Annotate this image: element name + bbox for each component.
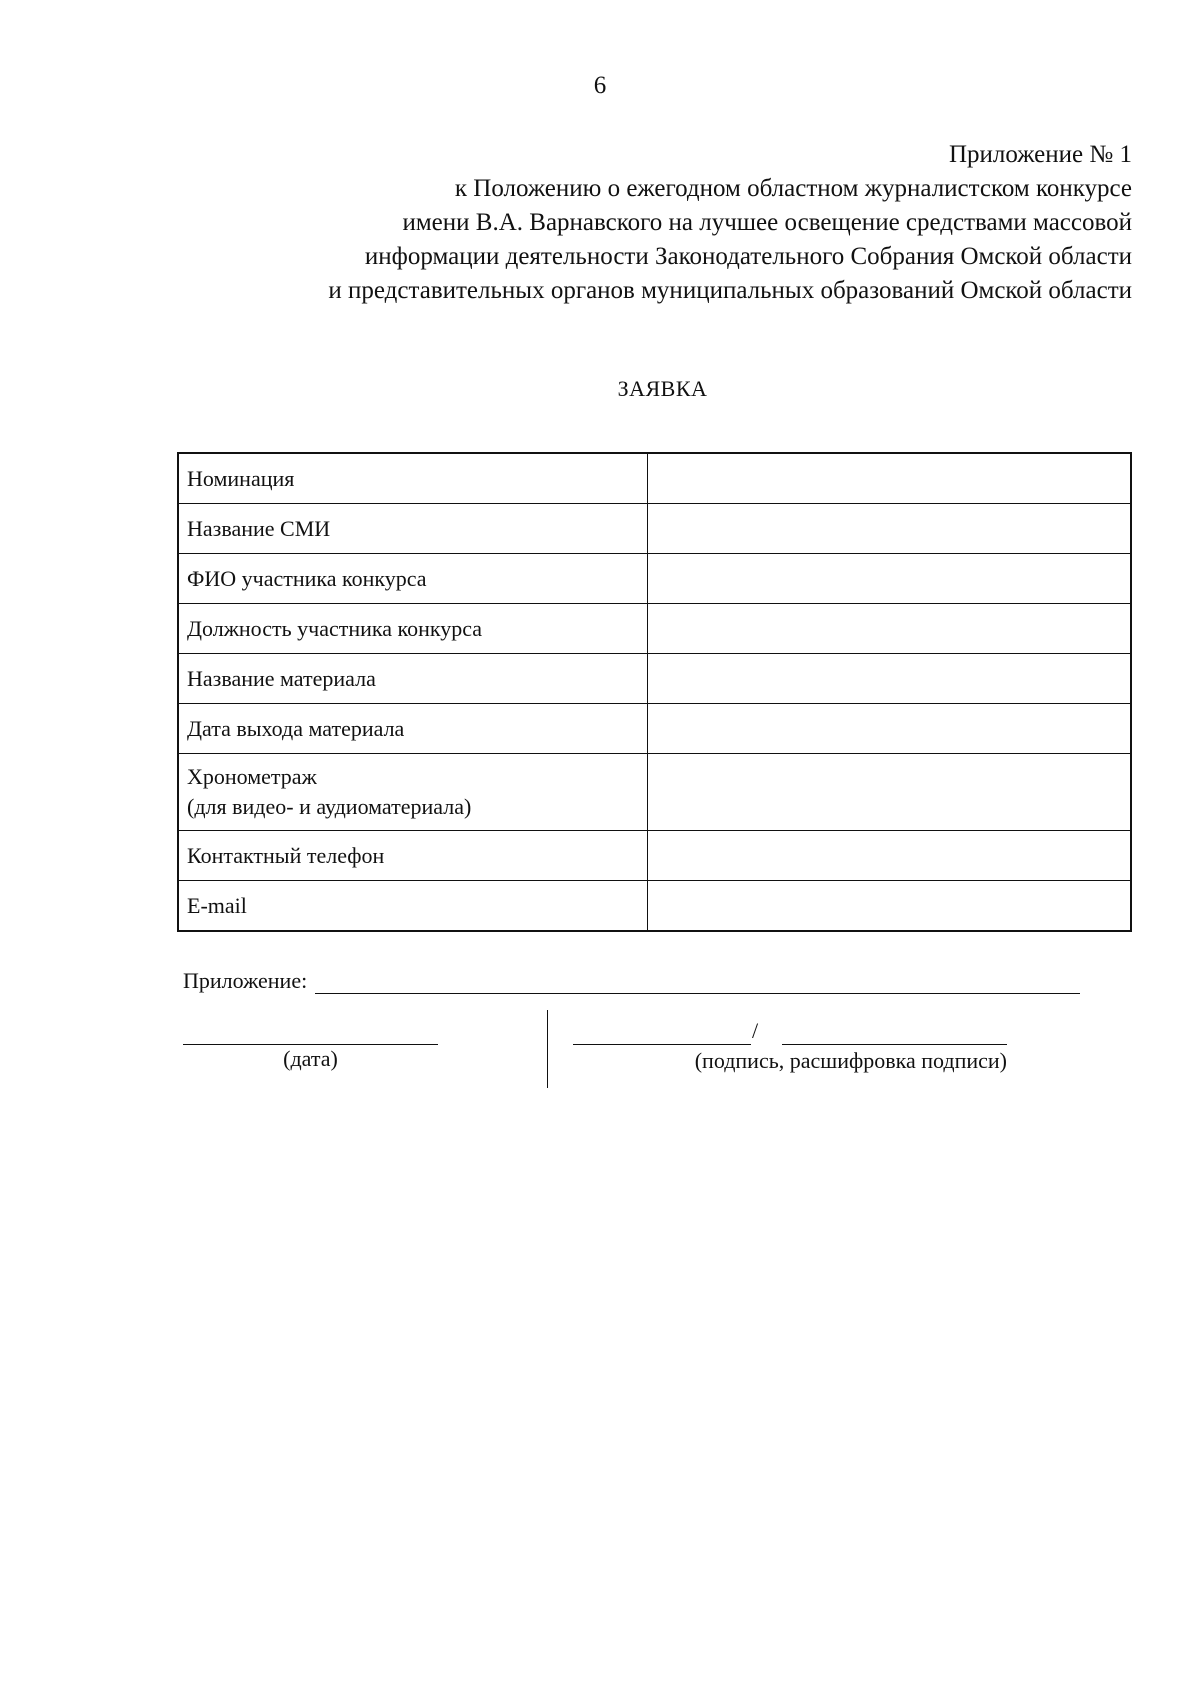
appendix-header-line: и представительных органов муниципальных образований Омской области <box>328 277 1132 304</box>
field-value-email[interactable] <box>648 881 1132 932</box>
date-fill-line[interactable] <box>183 1044 438 1045</box>
field-label-duration <box>178 754 648 831</box>
field-label-participant-position: Должность участника конкурса <box>178 604 648 654</box>
page-number: 6 <box>593 72 607 99</box>
attachment-fill-line[interactable] <box>315 971 1080 994</box>
appendix-header-line: имени В.А. Варнавского на лучшее освещение средствами массовой <box>402 209 1132 236</box>
field-label-participant-name: ФИО участника конкурса <box>178 554 648 604</box>
field-value-media-name[interactable] <box>648 504 1132 554</box>
table-row <box>178 554 1131 604</box>
signature-caption: (подпись, расшифровка подписи) <box>694 1048 1007 1073</box>
field-value-duration[interactable] <box>648 754 1132 831</box>
field-label-material-title: Название материала <box>178 654 648 704</box>
application-form-table <box>177 452 1132 932</box>
signature-fill-line[interactable] <box>573 1044 751 1045</box>
field-label-nomination: Номинация <box>178 453 648 504</box>
table-row <box>178 453 1131 504</box>
field-label-phone: Контактный телефон <box>178 831 648 881</box>
document-title: ЗАЯВКА <box>617 376 708 401</box>
field-value-participant-name[interactable] <box>648 554 1132 604</box>
field-label-duration-line2: (для видео- и аудиоматериала) <box>187 794 472 819</box>
appendix-header <box>152 138 1132 308</box>
field-value-phone[interactable] <box>648 831 1132 881</box>
field-value-publication-date[interactable] <box>648 704 1132 754</box>
table-row <box>178 881 1131 932</box>
field-label-media-name: Название СМИ <box>178 504 648 554</box>
attachment-field <box>183 968 1080 994</box>
field-label-duration-line1: Хронометраж <box>187 764 317 789</box>
date-caption: (дата) <box>283 1046 338 1071</box>
signature-separator: / <box>752 1018 759 1043</box>
table-row <box>178 831 1131 881</box>
vertical-divider <box>547 1010 548 1088</box>
attachment-label: Приложение: <box>183 968 308 993</box>
signature-transcript-fill-line[interactable] <box>782 1044 1007 1045</box>
appendix-header-line: Приложение № 1 <box>948 141 1132 168</box>
table-row <box>178 754 1131 831</box>
table-row <box>178 504 1131 554</box>
field-label-publication-date: Дата выхода материала <box>178 704 648 754</box>
appendix-header-line: к Положению о ежегодном областном журналистском конкурсе <box>454 175 1132 202</box>
field-value-material-title[interactable] <box>648 654 1132 704</box>
table-row <box>178 654 1131 704</box>
field-value-participant-position[interactable] <box>648 604 1132 654</box>
appendix-header-line: информации деятельности Законодательного Собрания Омской области <box>364 243 1132 270</box>
field-value-nomination[interactable] <box>648 453 1132 504</box>
table-row <box>178 604 1131 654</box>
field-label-email: E-mail <box>178 881 648 932</box>
table-row <box>178 704 1131 754</box>
